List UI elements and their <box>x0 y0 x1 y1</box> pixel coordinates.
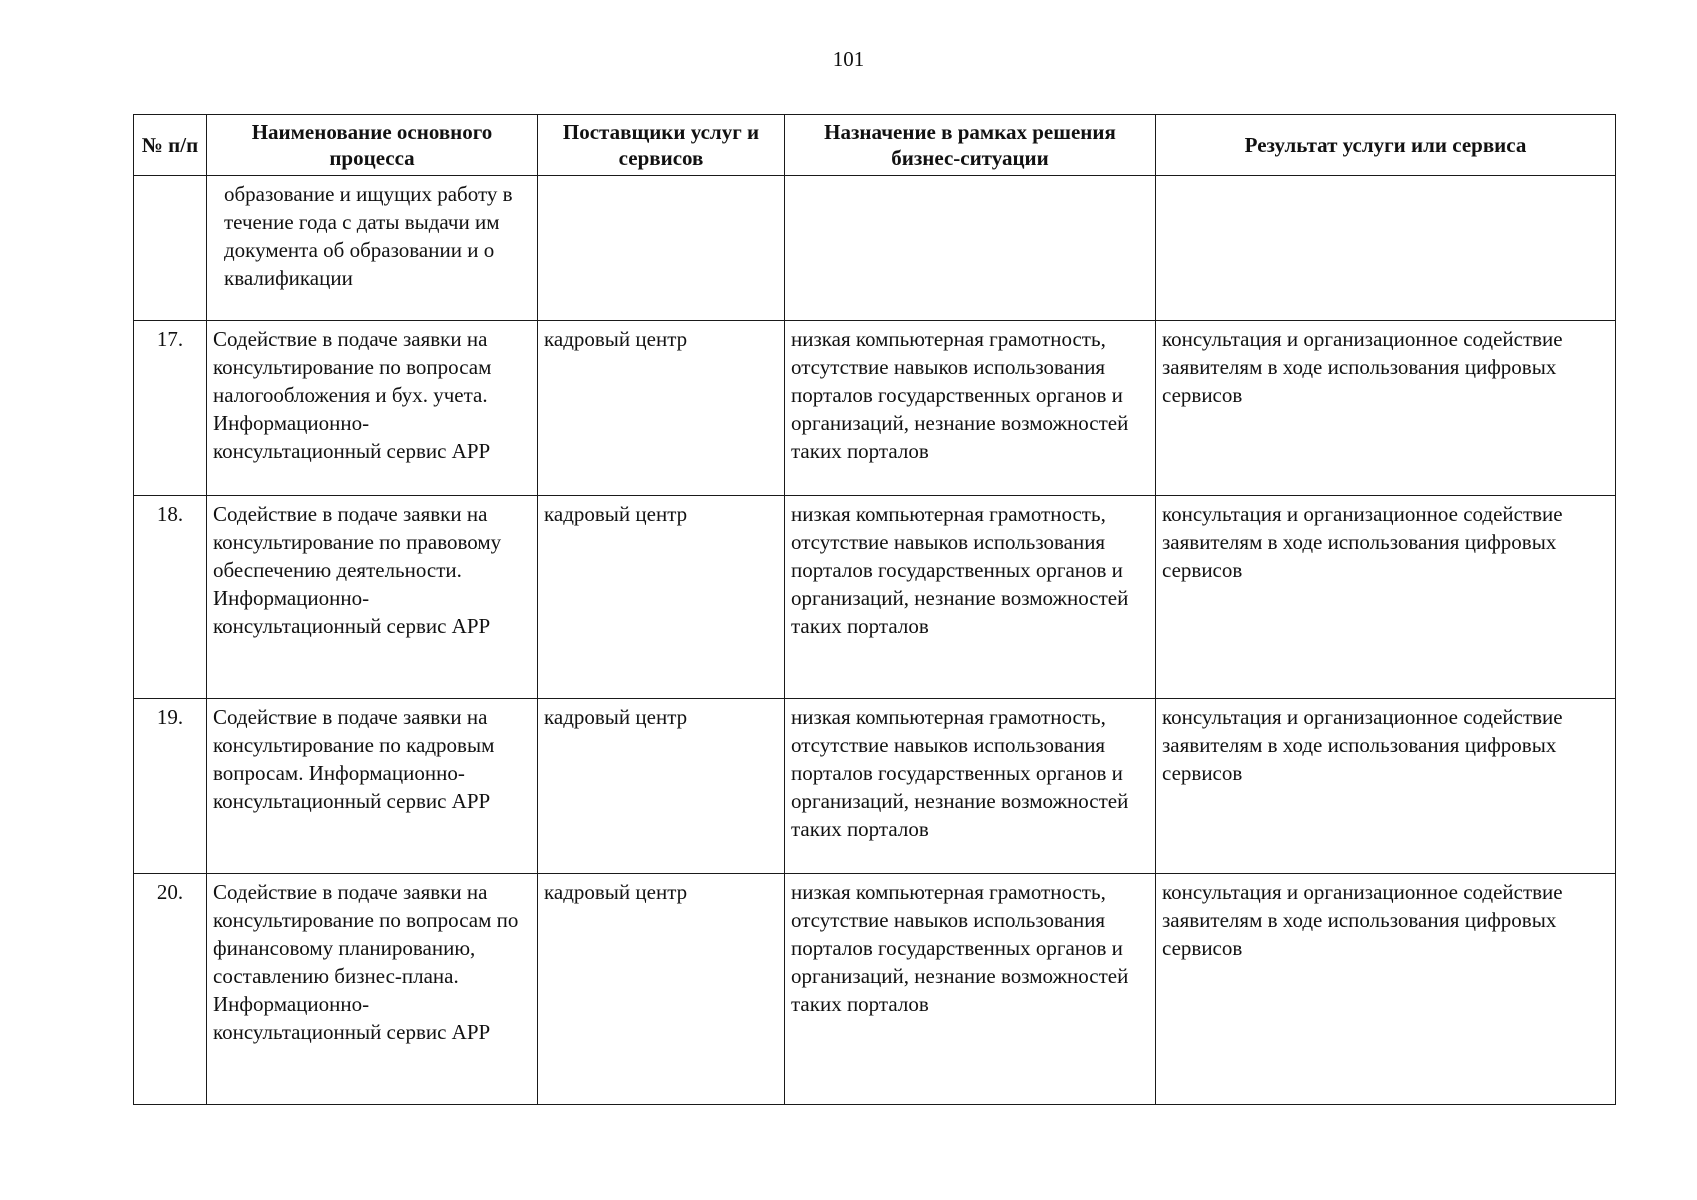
purpose-cell: низкая компьютерная грамотность, отсутствие навыков использования порталов государственных органов и организаций, незнание возможностей таких порталов <box>785 321 1156 496</box>
row-number: 20. <box>134 874 207 1105</box>
providers-cell: кадровый центр <box>538 699 785 874</box>
purpose-cell: низкая компьютерная грамотность, отсутствие навыков использования порталов государственных органов и организаций, незнание возможностей таких порталов <box>785 699 1156 874</box>
row-number <box>134 176 207 321</box>
header-num: № п/п <box>134 115 207 176</box>
providers-cell: кадровый центр <box>538 321 785 496</box>
row-number: 17. <box>134 321 207 496</box>
process-name: Содействие в подаче заявки на консультирование по вопросам по финансовому планированию, составлению бизнес-плана. Информационно-консультационный сервис АРР <box>207 874 538 1105</box>
table-header-row <box>134 115 1616 176</box>
process-name: Содействие в подаче заявки на консультирование по правовому обеспечению деятельности. Информационно-консультационный сервис АРР <box>207 496 538 699</box>
result-cell: консультация и организационное содействие заявителям в ходе использования цифровых сервисов <box>1156 496 1616 699</box>
page-number: 101 <box>832 47 865 71</box>
process-name: образование и ищущих работу в течение года с даты выдачи им документа об образовании и о квалификации <box>207 176 538 321</box>
process-name: Содействие в подаче заявки на консультирование по вопросам налогообложения и бух. учета. Информационно-консультационный сервис АРР <box>207 321 538 496</box>
services-table <box>133 114 1616 1105</box>
table-row <box>134 496 1616 699</box>
result-cell: консультация и организационное содействие заявителям в ходе использования цифровых сервисов <box>1156 874 1616 1105</box>
result-cell: консультация и организационное содействие заявителям в ходе использования цифровых сервисов <box>1156 699 1616 874</box>
providers-cell: кадровый центр <box>538 496 785 699</box>
header-process-name: Наименование основного процесса <box>207 115 538 176</box>
table-row <box>134 321 1616 496</box>
table-row <box>134 699 1616 874</box>
providers-cell: кадровый центр <box>538 874 785 1105</box>
row-number: 19. <box>134 699 207 874</box>
result-cell: консультация и организационное содействие заявителям в ходе использования цифровых сервисов <box>1156 321 1616 496</box>
header-result: Результат услуги или сервиса <box>1156 115 1616 176</box>
result-cell <box>1156 176 1616 321</box>
providers-cell <box>538 176 785 321</box>
purpose-cell <box>785 176 1156 321</box>
table-row <box>134 874 1616 1105</box>
header-providers: Поставщики услуг и сервисов <box>538 115 785 176</box>
purpose-cell: низкая компьютерная грамотность, отсутствие навыков использования порталов государственных органов и организаций, незнание возможностей таких порталов <box>785 874 1156 1105</box>
table-row <box>134 176 1616 321</box>
row-number: 18. <box>134 496 207 699</box>
header-purpose: Назначение в рамках решения бизнес-ситуации <box>785 115 1156 176</box>
process-name: Содействие в подаче заявки на консультирование по кадровым вопросам. Информационно-консультационный сервис АРР <box>207 699 538 874</box>
purpose-cell: низкая компьютерная грамотность, отсутствие навыков использования порталов государственных органов и организаций, незнание возможностей таких порталов <box>785 496 1156 699</box>
